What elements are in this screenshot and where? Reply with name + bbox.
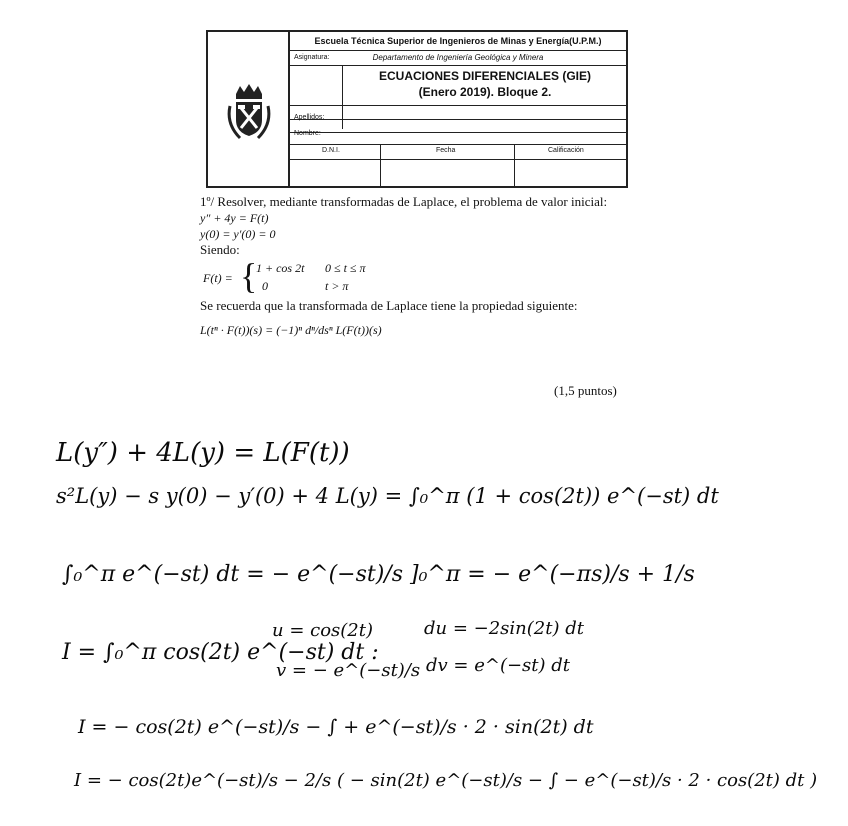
course-title [344,68,626,100]
department-name: Departamento de Ingeniería Geológica y Minera [290,50,626,66]
points-label: (1,5 puntos) [554,383,617,398]
ode-equation: y″ + 4y = F(t) [200,211,269,225]
property-text: Se recuerda que la transformada de Laplace tiene la propiedad siguiente: [200,298,578,313]
siendo-label: Siendo: [200,242,240,257]
brace-icon: { [240,256,258,296]
handwritten-line-4: I = ∫₀^π cos(2t) e^(−st) dt : [62,640,379,665]
handwritten-dv: dv = e^(−st) dt [426,655,571,676]
f-lhs: F(t) = [203,271,233,285]
handwritten-v: v = − e^(−st)/s [276,660,421,681]
piecewise-function [200,256,630,296]
f-case1: 1 + cos 2t [256,261,305,275]
handwritten-line-3: ∫₀^π e^(−st) dt = − e^(−st)/s ]₀^π = − e^(−πs)/s + 1/s [62,562,695,587]
dni-label: D.N.I. [322,147,340,154]
course-title-line2: (Enero 2019). Bloque 2. [418,85,552,99]
handwritten-u: u = cos(2t) [272,620,374,641]
f-range2: t > π [325,279,349,293]
school-name: Escuela Técnica Superior de Ingenieros de Minas y Energía(U.P.M.) [290,32,626,51]
id-columns-fields[interactable] [290,158,626,186]
problem-statement [200,194,630,338]
initial-conditions: y(0) = y′(0) = 0 [200,227,276,241]
f-case2: 0 [262,279,268,293]
course-title-line1: ECUACIONES DIFERENCIALES (GIE) [378,69,591,83]
school-crest-icon [222,84,276,144]
handwritten-du: du = −2sin(2t) dt [424,618,584,639]
nombre-row[interactable] [290,119,626,133]
calificacion-label: Calificación [548,147,584,154]
nombre-label: Nombre: [294,130,321,137]
handwritten-line-1: L(y″) + 4L(y) = L(F(t)) [56,438,350,468]
apellidos-row[interactable] [290,105,626,120]
handwritten-line-6: I = − cos(2t)e^(−st)/s − 2/s ( − sin(2t) e^(−st)/s − ∫ − e^(−st)/s · 2 · cos(2t) dt ) [74,770,818,791]
logo-cell [208,32,290,186]
handwritten-line-2: s²L(y) − s y(0) − y′(0) + 4 L(y) = ∫₀^π (1 + cos(2t)) e^(−st) dt [56,484,719,508]
fecha-label: Fecha [436,147,456,154]
exam-header [206,30,628,188]
asignatura-label: Asignatura: [294,54,330,61]
property-formula: L(tⁿ · F(t))(s) = (−1)ⁿ dⁿ/dsⁿ L(F(t))(s) [200,323,382,337]
apellidos-label: Apellidos: [294,114,325,121]
problem-intro: 1º/ Resolver, mediante transformadas de Laplace, el problema de valor inicial: [200,194,608,209]
f-range1: 0 ≤ t ≤ π [325,261,366,275]
handwritten-line-5: I = − cos(2t) e^(−st)/s − ∫ + e^(−st)/s · 2 · sin(2t) dt [78,716,594,738]
